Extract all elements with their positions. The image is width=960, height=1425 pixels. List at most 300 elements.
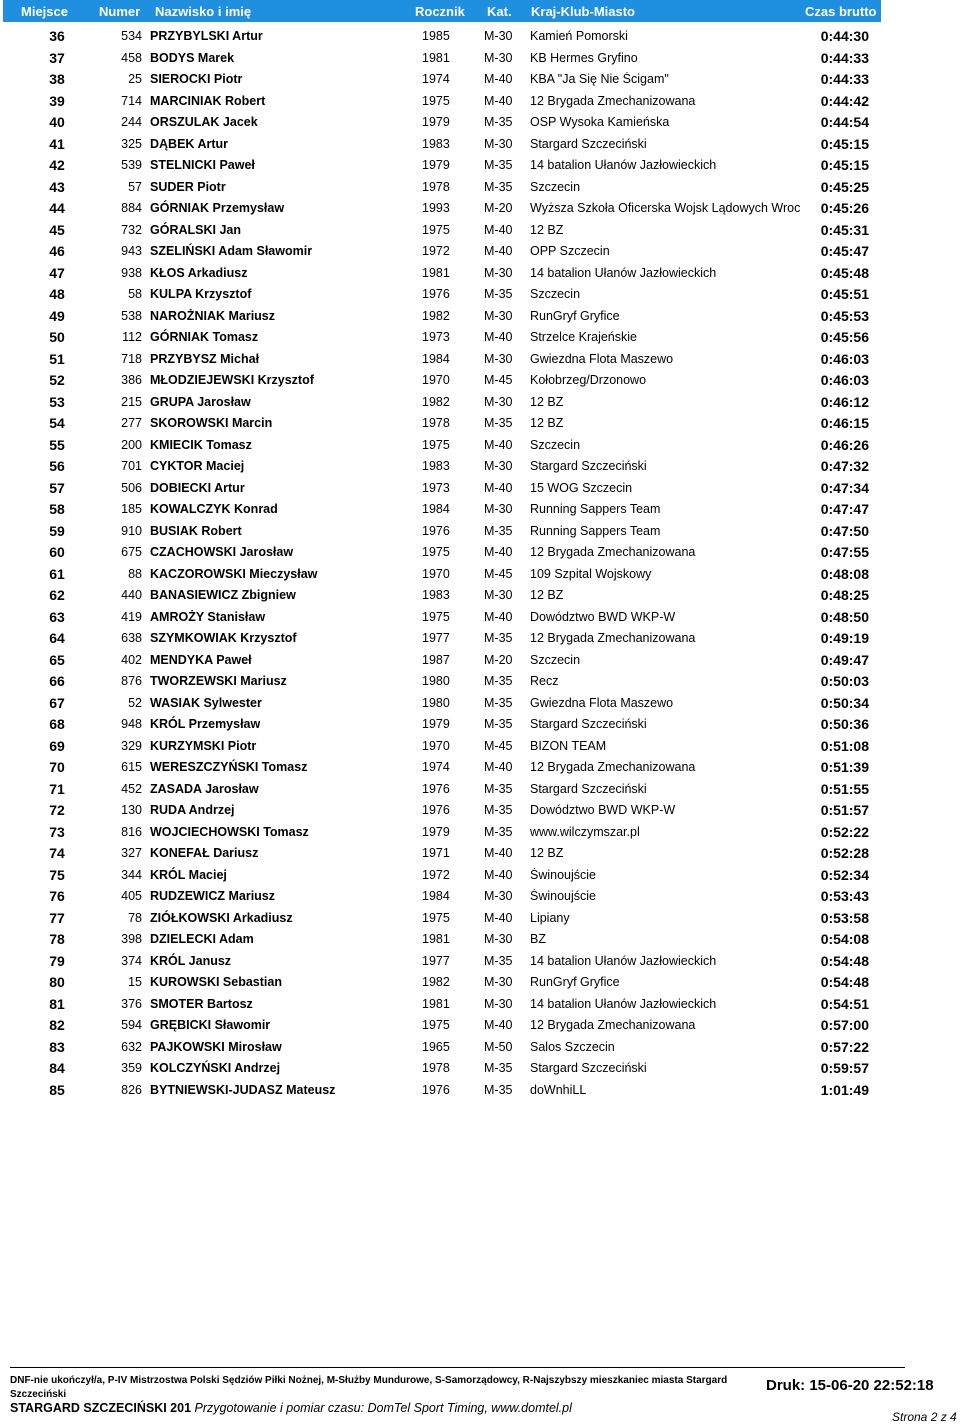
time-cell: 0:46:12 xyxy=(820,393,869,410)
time-cell: 0:49:19 xyxy=(820,630,869,646)
time-cell: 0:50:36 xyxy=(820,716,869,732)
category-cell: M-30 xyxy=(484,308,513,323)
name-cell: DZIELECKI Adam xyxy=(150,932,254,946)
table-row xyxy=(0,864,960,886)
category-cell: M-30 xyxy=(484,136,513,151)
time-cell: 0:51:55 xyxy=(820,780,869,797)
name-cell: PRZYBYLSKI Artur xyxy=(150,29,263,43)
place-cell: 65 xyxy=(49,651,65,668)
category-cell: M-45 xyxy=(484,738,513,753)
category-cell: M-35 xyxy=(484,695,513,710)
number-cell: 534 xyxy=(121,29,142,43)
year-cell: 1985 xyxy=(422,29,450,43)
place-cell: 77 xyxy=(49,909,65,926)
year-cell: 1979 xyxy=(422,824,450,839)
place-cell: 42 xyxy=(49,157,65,173)
event-name: STARGARD SZCZECIŃSKI 201 xyxy=(10,1401,192,1415)
place-cell: 50 xyxy=(49,329,65,345)
category-cell: M-35 xyxy=(484,953,513,968)
number-cell: 52 xyxy=(128,695,142,710)
name-cell: KRÓL Maciej xyxy=(150,867,227,882)
time-cell: 0:45:15 xyxy=(820,157,869,173)
year-cell: 1977 xyxy=(422,631,450,645)
name-cell: KOLCZYŃSKI Andrzej xyxy=(150,1061,281,1075)
place-cell: 45 xyxy=(49,221,65,238)
year-cell: 1970 xyxy=(422,738,450,753)
place-cell: 58 xyxy=(49,501,65,517)
number-cell: 112 xyxy=(122,330,142,344)
time-cell: 0:44:42 xyxy=(820,92,869,109)
number-cell: 938 xyxy=(121,265,142,280)
number-cell: 359 xyxy=(121,1061,142,1075)
name-cell: DĄBEK Artur xyxy=(150,136,229,151)
year-cell: 1976 xyxy=(422,287,450,301)
time-cell: 0:46:15 xyxy=(820,415,869,431)
year-cell: 1976 xyxy=(422,803,450,817)
category-cell: M-35 xyxy=(484,179,513,194)
time-cell: 0:52:22 xyxy=(820,823,869,840)
table-row xyxy=(0,821,960,843)
club-cell: Kamień Pomorski xyxy=(530,29,628,43)
year-cell: 1980 xyxy=(422,674,450,688)
number-cell: 376 xyxy=(121,996,142,1011)
name-cell: RUDZEWICZ Mariusz xyxy=(150,889,275,903)
table-row xyxy=(0,111,960,133)
footer-divider xyxy=(10,1367,905,1368)
number-cell: 244 xyxy=(121,115,142,129)
table-row xyxy=(0,262,960,284)
place-cell: 78 xyxy=(49,931,65,947)
category-cell: M-35 xyxy=(484,803,513,817)
time-cell: 0:50:03 xyxy=(820,673,869,689)
club-cell: 12 BZ xyxy=(530,588,564,602)
year-cell: 1975 xyxy=(422,222,450,237)
place-cell: 71 xyxy=(49,780,65,797)
place-cell: 61 xyxy=(49,565,65,582)
club-cell: 12 Brygada Zmechanizowana xyxy=(530,760,696,774)
name-cell: ORSZULAK Jacek xyxy=(150,115,258,129)
category-cell: M-35 xyxy=(484,781,513,796)
table-row xyxy=(0,1014,960,1036)
year-cell: 1973 xyxy=(422,480,450,495)
club-cell: Stargard Szczeciński xyxy=(530,781,647,796)
results-table xyxy=(0,25,960,1100)
time-cell: 0:47:50 xyxy=(820,522,869,539)
number-cell: 594 xyxy=(121,1018,142,1032)
year-cell: 1972 xyxy=(422,867,450,882)
table-row xyxy=(0,692,960,714)
name-cell: AMROŻY Stanisław xyxy=(150,609,266,624)
time-cell: 0:47:34 xyxy=(820,479,869,496)
club-cell: Gwiezdna Flota Maszewo xyxy=(530,695,674,710)
name-cell: WERESZCZYŃSKI Tomasz xyxy=(150,760,308,774)
place-cell: 63 xyxy=(49,608,65,625)
name-cell: GRĘBICKI Sławomir xyxy=(150,1018,271,1032)
club-cell: Running Sappers Team xyxy=(530,502,661,516)
club-cell: Dowództwo BWD WKP-W xyxy=(530,803,676,817)
name-cell: MARCINIAK Robert xyxy=(150,93,266,108)
place-cell: 80 xyxy=(49,974,65,990)
table-row xyxy=(0,68,960,90)
place-cell: 43 xyxy=(49,178,65,195)
time-cell: 0:44:30 xyxy=(820,28,869,44)
club-cell: Dowództwo BWD WKP-W xyxy=(530,609,676,624)
place-cell: 84 xyxy=(49,1060,65,1076)
place-cell: 39 xyxy=(49,92,65,109)
number-cell: 386 xyxy=(121,373,142,387)
year-cell: 1984 xyxy=(422,351,450,366)
name-cell: KUROWSKI Sebastian xyxy=(150,975,282,989)
category-cell: M-40 xyxy=(484,910,513,925)
place-cell: 47 xyxy=(49,264,65,281)
category-cell: M-40 xyxy=(484,846,513,860)
number-cell: 452 xyxy=(121,781,142,796)
category-cell: M-35 xyxy=(484,287,513,301)
place-cell: 46 xyxy=(49,243,65,259)
club-cell: 12 Brygada Zmechanizowana xyxy=(530,545,696,559)
time-cell: 0:54:48 xyxy=(820,952,869,969)
year-cell: 1993 xyxy=(422,201,450,215)
table-row xyxy=(0,455,960,477)
year-cell: 1981 xyxy=(422,932,450,946)
table-row xyxy=(0,928,960,950)
club-cell: 14 batalion Ułanów Jazłowieckich xyxy=(530,996,717,1011)
place-cell: 83 xyxy=(49,1038,65,1055)
number-cell: 701 xyxy=(121,459,142,473)
time-cell: 0:59:57 xyxy=(820,1060,869,1076)
category-cell: M-30 xyxy=(484,588,513,602)
category-cell: M-35 xyxy=(484,824,513,839)
year-cell: 1979 xyxy=(422,717,450,731)
category-cell: M-40 xyxy=(484,867,513,882)
table-row xyxy=(0,326,960,348)
timing-credit: Przygotowanie i pomiar czasu: DomTel Sport Timing, www.domtel.pl xyxy=(194,1401,572,1415)
name-cell: GÓRALSKI Jan xyxy=(150,222,241,237)
category-cell: M-40 xyxy=(484,244,513,258)
time-cell: 0:47:32 xyxy=(820,458,869,474)
number-cell: 327 xyxy=(121,846,142,860)
table-row xyxy=(0,25,960,47)
time-cell: 0:51:57 xyxy=(820,802,869,818)
number-cell: 185 xyxy=(121,502,142,516)
year-cell: 1975 xyxy=(422,910,450,925)
time-cell: 0:51:39 xyxy=(820,759,869,775)
place-cell: 59 xyxy=(49,522,65,539)
time-cell: 0:52:28 xyxy=(820,845,869,861)
place-cell: 66 xyxy=(49,673,65,689)
place-cell: 57 xyxy=(49,479,65,496)
time-cell: 0:45:25 xyxy=(820,178,869,195)
number-cell: 458 xyxy=(121,50,142,65)
time-cell: 0:54:51 xyxy=(820,995,869,1012)
category-cell: M-35 xyxy=(484,523,513,538)
place-cell: 44 xyxy=(49,200,65,216)
print-timestamp: Druk: 15-06-20 22:52:18 xyxy=(766,1377,934,1394)
place-cell: 38 xyxy=(49,71,65,87)
table-row xyxy=(0,735,960,757)
club-cell: 12 BZ xyxy=(530,222,564,237)
category-cell: M-40 xyxy=(484,480,513,495)
club-cell: Szczecin xyxy=(530,287,581,301)
header-club: Kraj-Klub-Miasto xyxy=(531,4,635,19)
place-cell: 49 xyxy=(49,307,65,324)
footer-event-line xyxy=(10,1401,572,1415)
club-cell: Kołobrzeg/Drzonowo xyxy=(530,373,647,387)
name-cell: NAROŻNIAK Mariusz xyxy=(150,308,276,323)
number-cell: 15 xyxy=(128,975,142,989)
time-cell: 0:46:03 xyxy=(820,372,869,388)
header-number: Numer xyxy=(99,4,141,19)
table-row xyxy=(0,391,960,413)
table-row xyxy=(0,799,960,821)
number-cell: 58 xyxy=(128,287,142,301)
number-cell: 884 xyxy=(121,201,142,215)
name-cell: CZACHOWSKI Jarosław xyxy=(150,545,294,559)
place-cell: 64 xyxy=(49,630,65,646)
category-cell: M-35 xyxy=(484,1061,513,1075)
category-cell: M-30 xyxy=(484,50,513,65)
category-cell: M-40 xyxy=(484,609,513,624)
time-cell: 0:47:47 xyxy=(820,501,869,517)
name-cell: KMIECIK Tomasz xyxy=(150,437,252,452)
place-cell: 85 xyxy=(49,1081,65,1098)
club-cell: 12 Brygada Zmechanizowana xyxy=(530,631,696,645)
year-cell: 1979 xyxy=(422,158,450,172)
year-cell: 1980 xyxy=(422,695,450,710)
category-cell: M-30 xyxy=(484,975,513,989)
club-cell: 14 batalion Ułanów Jazłowieckich xyxy=(530,953,717,968)
category-cell: M-20 xyxy=(484,652,513,667)
time-cell: 0:45:51 xyxy=(820,286,869,302)
table-row xyxy=(0,240,960,262)
year-cell: 1974 xyxy=(422,72,450,86)
category-cell: M-50 xyxy=(484,1039,513,1054)
club-cell: Stargard Szczeciński xyxy=(530,717,647,731)
club-cell: OPP Szczecin xyxy=(530,244,610,258)
name-cell: WASIAK Sylwester xyxy=(150,695,262,710)
number-cell: 78 xyxy=(128,910,142,925)
club-cell: 12 Brygada Zmechanizowana xyxy=(530,1018,696,1032)
time-cell: 0:44:54 xyxy=(820,114,869,130)
year-cell: 1982 xyxy=(422,394,450,409)
club-cell: 12 BZ xyxy=(530,846,564,860)
year-cell: 1978 xyxy=(422,416,450,430)
table-row xyxy=(0,584,960,606)
category-cell: M-30 xyxy=(484,265,513,280)
place-cell: 56 xyxy=(49,458,65,474)
number-cell: 539 xyxy=(121,158,142,172)
club-cell: Szczecin xyxy=(530,179,581,194)
time-cell: 0:45:26 xyxy=(820,200,869,216)
year-cell: 1981 xyxy=(422,50,450,65)
category-cell: M-45 xyxy=(484,373,513,387)
number-cell: 948 xyxy=(121,717,142,731)
category-cell: M-40 xyxy=(484,1018,513,1032)
category-cell: M-35 xyxy=(484,1082,513,1097)
table-row xyxy=(0,219,960,241)
place-cell: 62 xyxy=(49,587,65,603)
name-cell: WOJCIECHOWSKI Tomasz xyxy=(150,824,309,839)
category-cell: M-30 xyxy=(484,996,513,1011)
number-cell: 910 xyxy=(121,523,142,538)
number-cell: 402 xyxy=(121,652,142,667)
year-cell: 1975 xyxy=(422,609,450,624)
table-row xyxy=(0,563,960,585)
place-cell: 73 xyxy=(49,823,65,840)
name-cell: BYTNIEWSKI-JUDASZ Mateusz xyxy=(150,1082,336,1097)
place-cell: 76 xyxy=(49,888,65,904)
club-cell: Lipiany xyxy=(530,910,570,925)
number-cell: 200 xyxy=(121,437,142,452)
category-cell: M-30 xyxy=(484,29,513,43)
page-number: Strona 2 z 4 xyxy=(892,1410,957,1424)
table-row xyxy=(0,348,960,370)
time-cell: 0:54:08 xyxy=(820,931,869,947)
name-cell: MENDYKA Paweł xyxy=(150,652,252,667)
name-cell: BUSIAK Robert xyxy=(150,523,242,538)
category-cell: M-40 xyxy=(484,760,513,774)
table-row xyxy=(0,971,960,993)
name-cell: GÓRNIAK Przemysław xyxy=(150,201,285,215)
table-row xyxy=(0,606,960,628)
name-cell: BANASIEWICZ Zbigniew xyxy=(150,588,296,602)
table-row xyxy=(0,1057,960,1079)
year-cell: 1976 xyxy=(422,523,450,538)
time-cell: 0:57:00 xyxy=(820,1017,869,1033)
name-cell: SZELIŃSKI Adam Sławomir xyxy=(150,244,313,258)
table-row xyxy=(0,176,960,198)
club-cell: KBA "Ja Się Nie Ścigam" xyxy=(530,72,669,86)
place-cell: 81 xyxy=(49,995,65,1012)
place-cell: 79 xyxy=(49,952,65,969)
category-cell: M-40 xyxy=(484,222,513,237)
category-cell: M-30 xyxy=(484,932,513,946)
name-cell: KRÓL Przemysław xyxy=(150,717,261,731)
name-cell: SMOTER Bartosz xyxy=(150,996,253,1011)
year-cell: 1975 xyxy=(422,437,450,452)
club-cell: 14 batalion Ułanów Jazłowieckich xyxy=(530,158,717,172)
place-cell: 69 xyxy=(49,737,65,754)
name-cell: SIEROCKI Piotr xyxy=(150,72,243,86)
time-cell: 0:45:31 xyxy=(820,221,869,238)
year-cell: 1978 xyxy=(422,1061,450,1075)
club-cell: 12 BZ xyxy=(530,416,564,430)
table-row xyxy=(0,950,960,972)
table-row xyxy=(0,520,960,542)
time-cell: 1:01:49 xyxy=(820,1081,869,1098)
number-cell: 405 xyxy=(121,889,142,903)
category-cell: M-30 xyxy=(484,889,513,903)
table-row xyxy=(0,369,960,391)
table-row xyxy=(0,885,960,907)
year-cell: 1965 xyxy=(422,1039,450,1054)
number-cell: 675 xyxy=(121,545,142,559)
time-cell: 0:46:03 xyxy=(820,350,869,367)
time-cell: 0:54:48 xyxy=(820,974,869,990)
name-cell: SUDER Piotr xyxy=(150,179,226,194)
category-cell: M-40 xyxy=(484,93,513,108)
number-cell: 25 xyxy=(128,72,142,86)
number-cell: 538 xyxy=(121,308,142,323)
place-cell: 74 xyxy=(49,845,65,861)
club-cell: www.wilczymszar.pl xyxy=(530,824,640,839)
place-cell: 54 xyxy=(49,415,65,431)
year-cell: 1972 xyxy=(422,244,450,258)
club-cell: Stargard Szczeciński xyxy=(530,459,647,473)
club-cell: Running Sappers Team xyxy=(530,523,661,538)
table-row xyxy=(0,498,960,520)
name-cell: MŁODZIEJEWSKI Krzysztof xyxy=(150,373,314,387)
club-cell: 14 batalion Ułanów Jazłowieckich xyxy=(530,265,717,280)
number-cell: 329 xyxy=(121,738,142,753)
year-cell: 1977 xyxy=(422,953,450,968)
table-row xyxy=(0,649,960,671)
year-cell: 1979 xyxy=(422,115,450,129)
number-cell: 826 xyxy=(121,1082,142,1097)
year-cell: 1983 xyxy=(422,459,450,473)
place-cell: 70 xyxy=(49,759,65,775)
category-cell: M-35 xyxy=(484,631,513,645)
time-cell: 0:53:58 xyxy=(820,909,869,926)
table-row xyxy=(0,47,960,69)
year-cell: 1982 xyxy=(422,975,450,989)
time-cell: 0:49:47 xyxy=(820,651,869,668)
year-cell: 1984 xyxy=(422,889,450,903)
category-cell: M-30 xyxy=(484,502,513,516)
number-cell: 816 xyxy=(121,824,142,839)
place-cell: 82 xyxy=(49,1017,65,1033)
table-row xyxy=(0,197,960,219)
club-cell: Stargard Szczeciński xyxy=(530,1061,647,1075)
table-row xyxy=(0,283,960,305)
number-cell: 615 xyxy=(121,760,142,774)
name-cell: DOBIECKI Artur xyxy=(150,480,245,495)
year-cell: 1987 xyxy=(422,652,450,667)
footer-legend-continued: Szczeciński xyxy=(10,1389,67,1400)
club-cell: BZ xyxy=(530,932,546,946)
club-cell: Strzelce Krajeńskie xyxy=(530,330,637,344)
table-row xyxy=(0,627,960,649)
name-cell: KACZOROWSKI Mieczysław xyxy=(150,566,318,581)
club-cell: Szczecin xyxy=(530,437,581,452)
club-cell: RunGryf Gryfice xyxy=(530,975,620,989)
name-cell: BODYS Marek xyxy=(150,50,235,65)
place-cell: 55 xyxy=(49,436,65,453)
year-cell: 1983 xyxy=(422,588,450,602)
year-cell: 1970 xyxy=(422,566,450,581)
club-cell: Wyższa Szkoła Oficerska Wojsk Lądowych Wroc xyxy=(530,201,801,215)
table-row xyxy=(0,434,960,456)
category-cell: M-40 xyxy=(484,330,513,344)
year-cell: 1975 xyxy=(422,1018,450,1032)
number-cell: 440 xyxy=(121,588,142,602)
table-row xyxy=(0,842,960,864)
number-cell: 638 xyxy=(121,631,142,645)
number-cell: 215 xyxy=(121,394,142,409)
time-cell: 0:45:47 xyxy=(820,243,869,259)
category-cell: M-45 xyxy=(484,566,513,581)
place-cell: 36 xyxy=(49,28,65,44)
time-cell: 0:46:26 xyxy=(820,436,869,453)
category-cell: M-40 xyxy=(484,72,513,86)
number-cell: 718 xyxy=(121,351,142,366)
year-cell: 1970 xyxy=(422,373,450,387)
place-cell: 52 xyxy=(49,372,65,388)
place-cell: 72 xyxy=(49,802,65,818)
header-place: Miejsce xyxy=(21,4,68,19)
club-cell: Stargard Szczeciński xyxy=(530,136,647,151)
year-cell: 1975 xyxy=(422,93,450,108)
